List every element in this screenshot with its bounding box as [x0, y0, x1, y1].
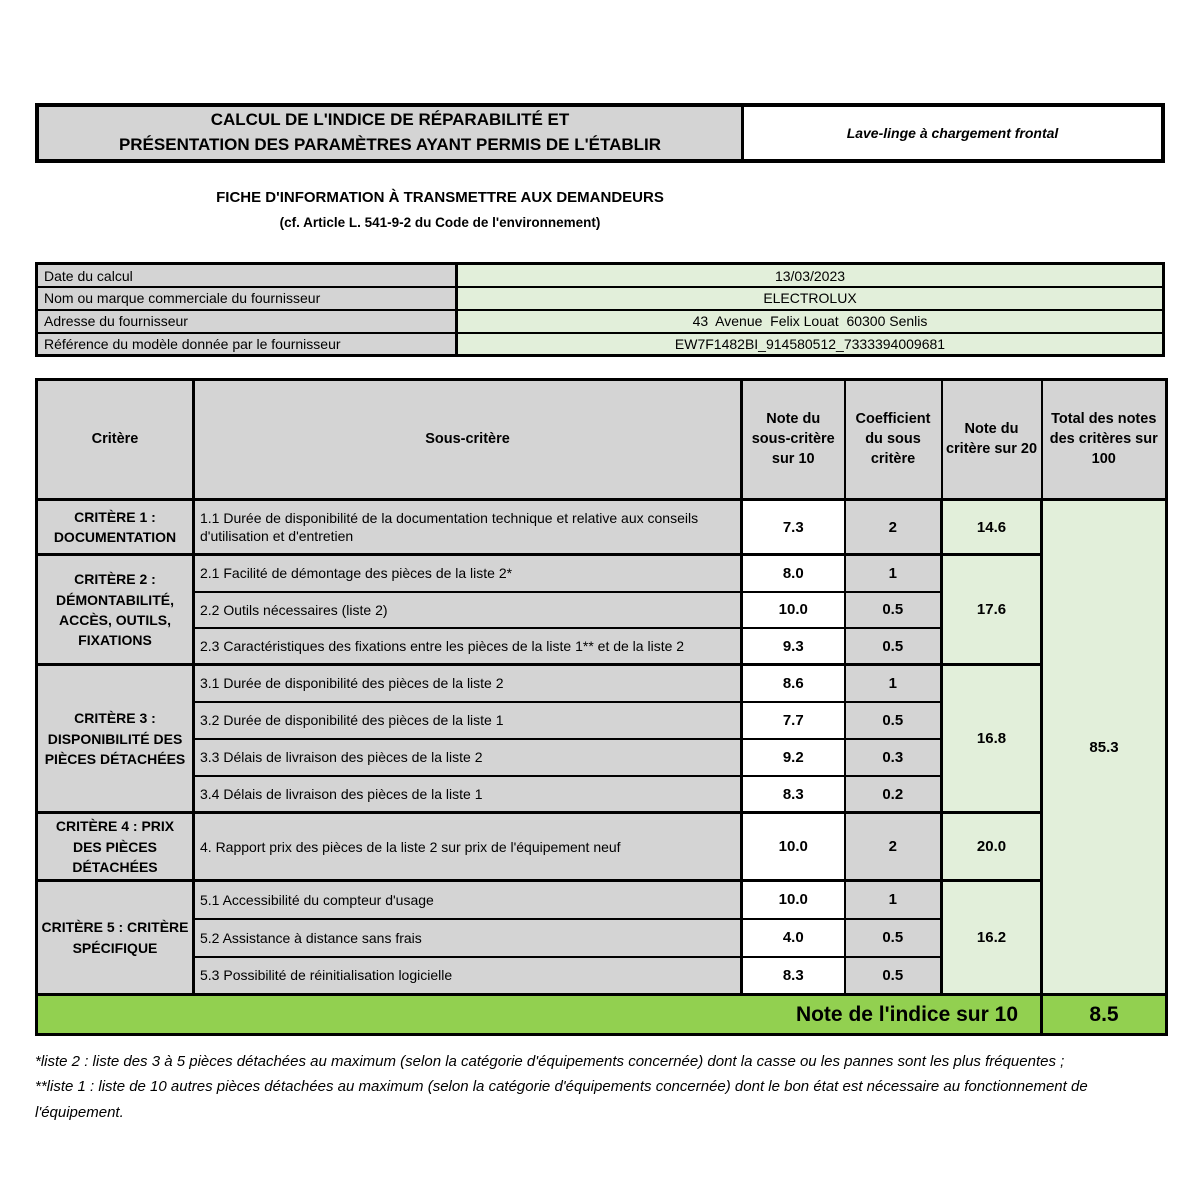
col-header-sous-critere: Sous-critère: [194, 380, 742, 500]
final-index-value: 8.5: [1042, 995, 1167, 1035]
score-table: [35, 378, 1168, 1036]
subtitle-block: [35, 184, 845, 235]
info-label-address: Adresse du fournisseur: [37, 310, 457, 333]
row-1-1: [37, 500, 1167, 555]
subcriterion-4-coef: 2: [845, 813, 942, 881]
info-value-address: 43 Avenue Felix Louat 60300 Senlis: [457, 310, 1164, 333]
subcriterion-1-1-coef: 2: [845, 500, 942, 555]
subtitle-line1: FICHE D'INFORMATION À TRANSMETTRE AUX DEMANDEURS: [216, 189, 664, 206]
col-header-coefficient: Coefficient du sous critère: [845, 380, 942, 500]
subcriterion-3-1-label: 3.1 Durée de disponibilité des pièces de la liste 2: [194, 665, 742, 702]
subcriterion-1-1-note: 7.3: [742, 500, 845, 555]
subcriterion-3-4-coef: 0.2: [845, 776, 942, 813]
criterion-5-note20: 16.2: [942, 881, 1042, 995]
document-title-line1: CALCUL DE L'INDICE DE RÉPARABILITÉ ET: [210, 110, 570, 130]
criterion-3-note20: 16.8: [942, 665, 1042, 813]
document-title-line2: PRÉSENTATION DES PARAMÈTRES AYANT PERMIS DE L'ÉTABLIR: [118, 135, 662, 154]
info-value-date: 13/03/2023: [457, 264, 1164, 287]
final-index-label: Note de l'indice sur 10: [37, 995, 1042, 1035]
score-table-header-row: [37, 380, 1167, 500]
subcriterion-2-1-coef: 1: [845, 555, 942, 592]
criterion-2-name: CRITÈRE 2 : DÉMONTABILITÉ, ACCÈS, OUTILS, FIXATIONS: [37, 555, 194, 665]
subcriterion-1-1-label: 1.1 Durée de disponibilité de la documentation technique et relative aux conseils d'utilisation et d'entretien: [194, 500, 742, 555]
supplier-info-table: [35, 262, 1165, 357]
subcriterion-5-3-coef: 0.5: [845, 957, 942, 995]
product-type-label: Lave-linge à chargement frontal: [846, 125, 1059, 141]
subcriterion-5-2-label: 5.2 Assistance à distance sans frais: [194, 919, 742, 957]
subcriterion-2-3-coef: 0.5: [845, 628, 942, 665]
criterion-2-note20: 17.6: [942, 555, 1042, 665]
criterion-3-name: CRITÈRE 3 : DISPONIBILITÉ DES PIÈCES DÉTACHÉES: [37, 665, 194, 813]
subcriterion-2-2-note: 10.0: [742, 592, 845, 628]
subcriterion-5-1-coef: 1: [845, 881, 942, 919]
subtitle-line2: (cf. Article L. 541-9-2 du Code de l'environnement): [279, 215, 601, 230]
info-row-address: [37, 310, 1164, 333]
subcriterion-5-2-coef: 0.5: [845, 919, 942, 957]
subcriterion-5-1-note: 10.0: [742, 881, 845, 919]
subcriterion-5-3-label: 5.3 Possibilité de réinitialisation logicielle: [194, 957, 742, 995]
header-bar: [35, 103, 1165, 163]
row-5-1: [37, 881, 1167, 919]
subcriterion-5-1-label: 5.1 Accessibilité du compteur d'usage: [194, 881, 742, 919]
subcriterion-2-1-note: 8.0: [742, 555, 845, 592]
subcriterion-3-3-coef: 0.3: [845, 739, 942, 776]
col-header-critere: Critère: [37, 380, 194, 500]
subcriterion-5-3-note: 8.3: [742, 957, 845, 995]
total-score-100: 85.3: [1042, 500, 1167, 995]
final-index-row: [37, 995, 1167, 1035]
row-3-1: [37, 665, 1167, 702]
subcriterion-4-note: 10.0: [742, 813, 845, 881]
document-title: [39, 107, 744, 159]
subcriterion-2-3-note: 9.3: [742, 628, 845, 665]
footnotes: [35, 1049, 1165, 1125]
info-value-brand: ELECTROLUX: [457, 287, 1164, 310]
footnote-liste2: *liste 2 : liste des 3 à 5 pièces détachées au maximum (selon la catégorie d'équipements concernée) dont la casse ou les pannes sont les plus fréquentes ;: [35, 1053, 1065, 1071]
subcriterion-3-3-label: 3.3 Délais de livraison des pièces de la liste 2: [194, 739, 742, 776]
subcriterion-2-3-label: 2.3 Caractéristiques des fixations entre les pièces de la liste 1** et de la liste 2: [194, 628, 742, 665]
subcriterion-2-2-label: 2.2 Outils nécessaires (liste 2): [194, 592, 742, 628]
info-row-date: [37, 264, 1164, 287]
info-row-brand: [37, 287, 1164, 310]
criterion-1-name: CRITÈRE 1 : DOCUMENTATION: [37, 500, 194, 555]
info-value-reference: EW7F1482BI_914580512_7333394009681: [457, 333, 1164, 356]
row-2-1: [37, 555, 1167, 592]
footnote-liste1: **liste 1 : liste de 10 autres pièces détachées au maximum (selon la catégorie d'équipements concernée) dont le bon état est nécessaire au fonctionnement de l'équipement.: [35, 1078, 1088, 1121]
subcriterion-3-2-note: 7.7: [742, 702, 845, 739]
info-label-reference: Référence du modèle donnée par le fournisseur: [37, 333, 457, 356]
subcriterion-3-1-note: 8.6: [742, 665, 845, 702]
subcriterion-3-1-coef: 1: [845, 665, 942, 702]
criterion-4-name: CRITÈRE 4 : PRIX DES PIÈCES DÉTACHÉES: [37, 813, 194, 881]
subcriterion-3-4-note: 8.3: [742, 776, 845, 813]
col-header-note-sous-critere: Note du sous-critère sur 10: [742, 380, 845, 500]
info-label-brand: Nom ou marque commerciale du fournisseur: [37, 287, 457, 310]
col-header-note-critere: Note du critère sur 20: [942, 380, 1042, 500]
criterion-1-note20: 14.6: [942, 500, 1042, 555]
subcriterion-5-2-note: 4.0: [742, 919, 845, 957]
subcriterion-2-2-coef: 0.5: [845, 592, 942, 628]
subcriterion-4-label: 4. Rapport prix des pièces de la liste 2 sur prix de l'équipement neuf: [194, 813, 742, 881]
subcriterion-3-4-label: 3.4 Délais de livraison des pièces de la liste 1: [194, 776, 742, 813]
criterion-4-note20: 20.0: [942, 813, 1042, 881]
subcriterion-3-3-note: 9.2: [742, 739, 845, 776]
info-label-date: Date du calcul: [37, 264, 457, 287]
product-type: [744, 107, 1161, 159]
col-header-total: Total des notes des critères sur 100: [1042, 380, 1167, 500]
subcriterion-3-2-coef: 0.5: [845, 702, 942, 739]
row-4: [37, 813, 1167, 881]
subcriterion-2-1-label: 2.1 Facilité de démontage des pièces de la liste 2*: [194, 555, 742, 592]
info-row-reference: [37, 333, 1164, 356]
subcriterion-3-2-label: 3.2 Durée de disponibilité des pièces de la liste 1: [194, 702, 742, 739]
criterion-5-name: CRITÈRE 5 : CRITÈRE SPÉCIFIQUE: [37, 881, 194, 995]
